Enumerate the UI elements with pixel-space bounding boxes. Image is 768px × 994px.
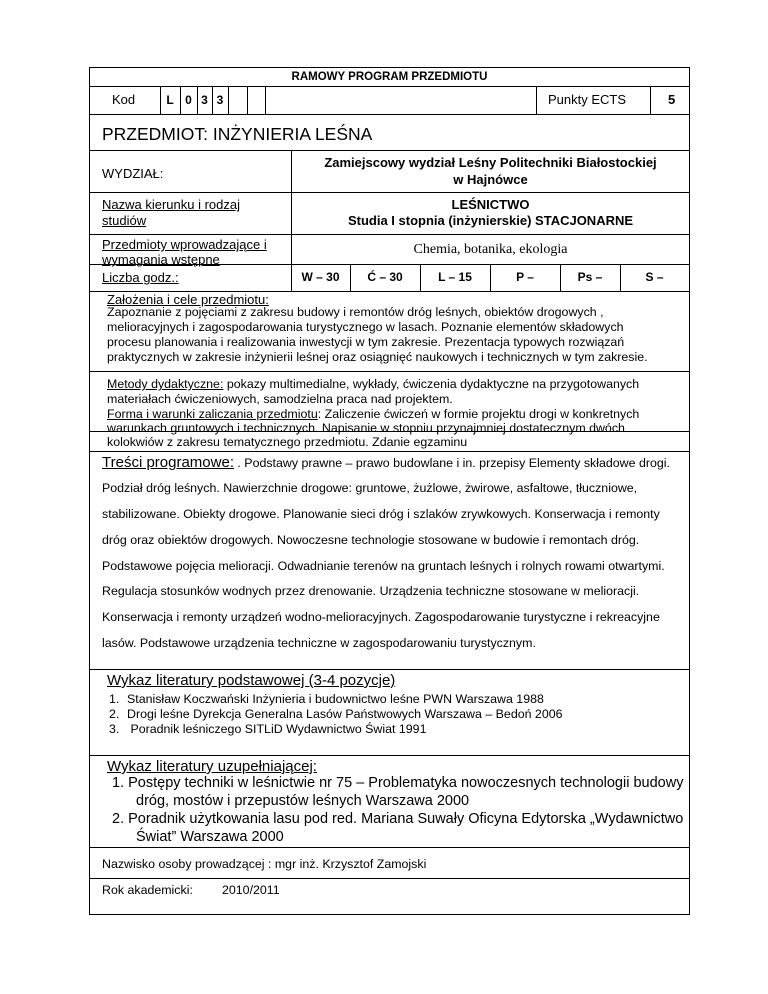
kod-char-4: 3 — [216, 93, 224, 107]
literature-basic-item — [109, 692, 544, 708]
literature-basic-item — [109, 722, 426, 738]
methods-text: pokazy multimedialne, wykłady, ćwiczenia dydaktyczne na przygotowanych — [223, 377, 640, 391]
content-line: Podstawowe pojęcia melioracji. Odwadnianie terenów na gruntach leśnych i rolnych rowami otwartymi. — [102, 559, 665, 573]
hours-laboratory: L – 15 — [438, 270, 472, 284]
kod-label: Kod — [112, 92, 136, 107]
list-text: Drogi leśne Dyrekcja Generalna Lasów Państwowych Warszawa – Bedoń 2006 — [127, 707, 563, 721]
list-number: 3. — [109, 722, 120, 736]
assessment-line2: warunkach gruntowych i technicznych. Napisanie w stopniu przynajmniej dostatecznym dwóch — [107, 421, 625, 435]
content-text: . Podstawy prawne – prawo budowlane i in. przepisy Elementy składowe drogi. — [233, 456, 670, 470]
goals-line: procesu planowania i realizowania inwestycji w tym zakresie. Prezentacja typowych rozwiązań — [107, 335, 625, 349]
literature-basic-label: Wykaz literatury podstawowej (3-4 pozycje) — [107, 672, 396, 689]
ects-label: Punkty ECTS — [548, 92, 627, 107]
hours-label: Liczba godz.: — [102, 270, 179, 285]
faculty-value-line1: Zamiejscowy wydział Leśny Politechniki Białostockiej — [324, 155, 657, 170]
prerequisites-value: Chemia, botanika, ekologia — [413, 242, 568, 257]
academic-year-value: 2010/2011 — [222, 883, 280, 897]
methods-label: Metody dydaktyczne: — [107, 377, 224, 391]
instructor-name: Nazwisko osoby prowadzącej : mgr inż. Krzysztof Zamojski — [102, 857, 427, 871]
content-line: stabilizowane. Obiekty drogowe. Planowanie sieci dróg i szlaków zrywkowych. Konserwacja i remonty — [102, 507, 660, 521]
literature-extra-label: Wykaz literatury uzupełniającej: — [107, 758, 317, 775]
list-text: Stanisław Koczwański Inżynieria i budownictwo leśne PWN Warszawa 1988 — [127, 692, 544, 706]
list-number: 1. — [109, 692, 120, 706]
assessment-line3: kolokwiów z zakresu tematycznego przedmiotu. Zdanie egzaminu — [107, 435, 468, 449]
literature-extra-item1-line2: dróg, mostów i przepustów leśnych Warszawa 2000 — [136, 793, 470, 809]
course-value-line1: LEŚNICTWO — [451, 197, 530, 212]
assessment-text: : Zaliczenie ćwiczeń w formie projektu drogi w konkretnych — [317, 407, 640, 421]
kod-char-1: L — [166, 93, 174, 107]
prerequisites-label-line2: wymagania wstępne — [102, 252, 220, 267]
course-value-line2: Studia I stopnia (inżynierskie) STACJONARNE — [347, 213, 634, 228]
list-number: 2. — [109, 707, 120, 721]
goals-line: praktycznych w zakresie inżynierii leśnej oraz osiągnięć naukowych i technicznych w tym zakresie. — [107, 350, 648, 364]
hours-project: P – — [516, 270, 534, 284]
faculty-value-line2: w Hajnówce — [453, 172, 528, 187]
faculty-label: WYDZIAŁ: — [102, 166, 164, 181]
kod-char-2: 0 — [185, 93, 192, 107]
content-line: lasów. Podstawowe urządzenia techniczne w zagospodarowaniu turystycznym. — [102, 636, 536, 650]
goals-line: melioracyjnych i zagospodarowania turystycznego w lasach. Poznanie elementów składowych — [107, 320, 624, 334]
content-line: Podział dróg leśnych. Nawierzchnie drogowe: gruntowe, żużlowe, żwirowe, asfaltowe, tłuczniowe, — [102, 481, 638, 495]
ects-value: 5 — [668, 92, 676, 107]
literature-extra-item2-line2: Świat” Warszawa 2000 — [136, 829, 284, 845]
assessment-label: Forma i warunki zaliczania przedmiotu — [107, 407, 318, 421]
literature-extra-item2-line1: 2. Poradnik użytkowania lasu pod red. Mariana Suwały Oficyna Edytorska „Wydawnictwo — [112, 811, 684, 827]
goals-line: Zapoznanie z pojęciami z zakresu budowy i remontów dróg leśnych, obiektów drogowych , — [107, 305, 604, 319]
content-label: Treści programowe: — [102, 454, 234, 471]
literature-extra-item1-line1: 1. Postępy techniki w leśnictwie nr 75 – Problematyka nowoczesnych technologii budowy — [112, 775, 684, 791]
form-title: RAMOWY PROGRAM PRZEDMIOTU — [291, 71, 488, 83]
methods-line2: materiałach ćwiczeniowych, samodzielna praca nad projektem. — [107, 392, 453, 406]
course-label-line1: Nazwa kierunku i rodzaj — [102, 197, 241, 212]
literature-basic-item — [109, 707, 563, 723]
hours-lecture: W – 30 — [301, 270, 340, 284]
hours-seminar: S – — [645, 270, 664, 284]
content-line1 — [102, 454, 670, 472]
kod-char-3: 3 — [201, 93, 208, 107]
list-text: Poradnik leśniczego SITLiD Wydawnictwo Świat 1991 — [127, 722, 427, 736]
subject-title: PRZEDMIOT: INŻYNIERIA LEŚNA — [102, 124, 373, 144]
content-line: dróg oraz obiektów drogowych. Nowoczesne technologie stosowane w budowie i remontach dróg. — [102, 533, 640, 547]
course-label-line2: studiów — [102, 213, 147, 228]
hours-exercises: Ć – 30 — [367, 270, 403, 284]
content-line: Konserwacja i remonty urządzeń wodno-melioracyjnych. Zagospodarowanie turystyczne i rekreacyjne — [102, 610, 660, 624]
content-line: Regulacja stosunków wodnych przez drenowanie. Urządzenia techniczne stosowane w melioracji. — [102, 584, 640, 598]
hours-ps: Ps – — [577, 270, 603, 284]
methods-line1 — [107, 377, 639, 393]
goals-label: Założenia i cele przedmiotu: — [107, 292, 269, 307]
prerequisites-label-line1: Przedmioty wprowadzające i — [102, 237, 267, 252]
academic-year-label: Rok akademicki: — [102, 883, 193, 897]
